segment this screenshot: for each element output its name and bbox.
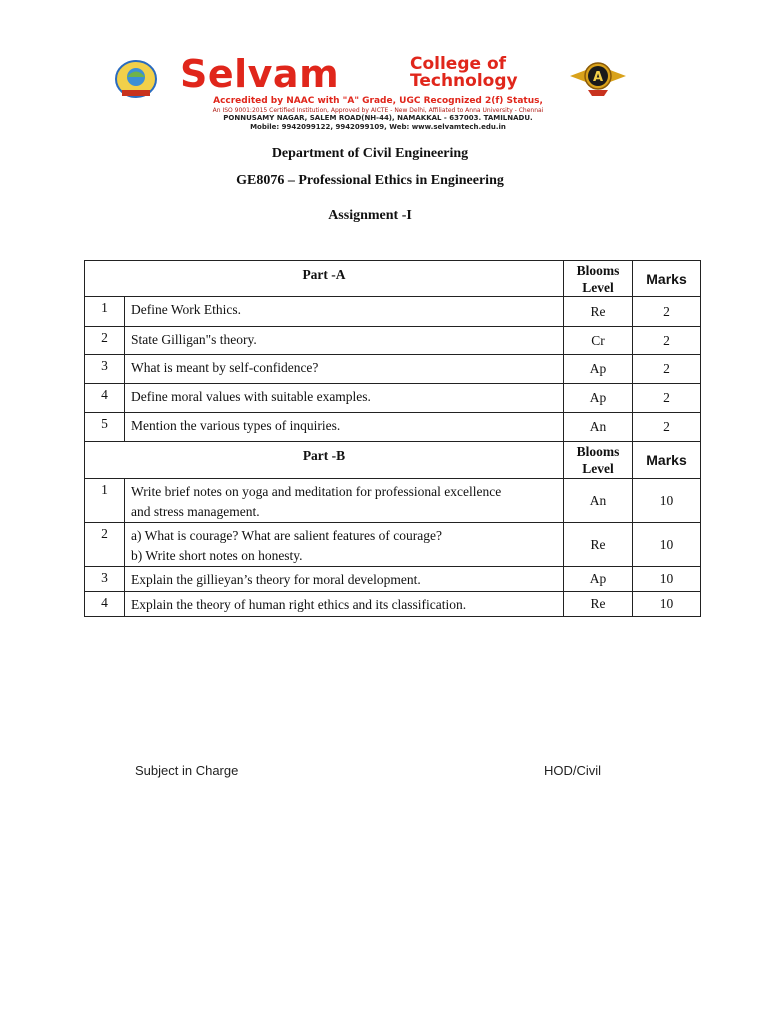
course-title: GE8076 – Professional Ethics in Engineering <box>236 173 504 188</box>
hod-signature: HOD/Civil <box>544 763 602 778</box>
blooms-level-header: Blooms Level <box>564 261 633 297</box>
table-row: 4 Explain the theory of human right ethics and its classification. Re 10 <box>85 592 701 617</box>
table-row: 2 State Gilligan"s theory. Cr 2 <box>85 327 701 355</box>
accreditation-text: Accredited by NAAC with "A" Grade, UGC Recognized 2(f) Status, <box>213 96 543 106</box>
contact-text: Mobile: 9942099122, 9942099109, Web: www.selvamtech.edu.in <box>250 123 506 131</box>
college-emblem-icon <box>108 58 164 100</box>
questions-table <box>84 260 701 617</box>
part-b-header-row <box>85 442 701 479</box>
brand-sub-line2: Technology <box>410 71 518 91</box>
table-row: 1 Define Work Ethics. Re 2 <box>85 297 701 327</box>
part-a-header-row <box>85 261 701 297</box>
blooms-level-header: Blooms Level <box>564 442 633 479</box>
table-row: 4 Define moral values with suitable examples. Ap 2 <box>85 384 701 413</box>
table-row: 3 Explain the gillieyan’s theory for moral development. Ap 10 <box>85 567 701 592</box>
marks-header: Marks <box>633 261 701 297</box>
table-row: 5 Mention the various types of inquiries. An 2 <box>85 413 701 442</box>
letterhead <box>108 52 648 131</box>
part-a-title: Part -A <box>85 261 564 297</box>
assignment-title: Assignment -I <box>328 208 412 223</box>
table-row: 2 a) What is courage? What are salient features of courage? b) Write short notes on honesty. Re 10 <box>85 523 701 567</box>
brand-subtitle <box>410 56 518 90</box>
marks-header: Marks <box>633 442 701 479</box>
badge-letter: A <box>592 70 604 85</box>
part-b-title: Part -B <box>85 442 564 479</box>
table-row: 3 What is meant by self-confidence? Ap 2 <box>85 355 701 384</box>
subject-in-charge-signature: Subject in Charge <box>135 763 239 778</box>
brand-sub-line1: College of <box>410 54 507 74</box>
certification-text: An ISO 9001:2015 Certified Institution, Approved by AICTE - New Delhi, Affiliated to Anna University - Chennai <box>212 107 544 114</box>
brand-name: Selvam <box>180 52 340 96</box>
address-text: PONNUSAMY NAGAR, SALEM ROAD(NH-44), NAMAKKAL - 637003. TAMILNADU. <box>223 114 533 122</box>
department-title: Department of Civil Engineering <box>271 146 469 161</box>
table-row: 1 Write brief notes on yoga and meditation for professional excellence and stress management. An 10 <box>85 479 701 523</box>
